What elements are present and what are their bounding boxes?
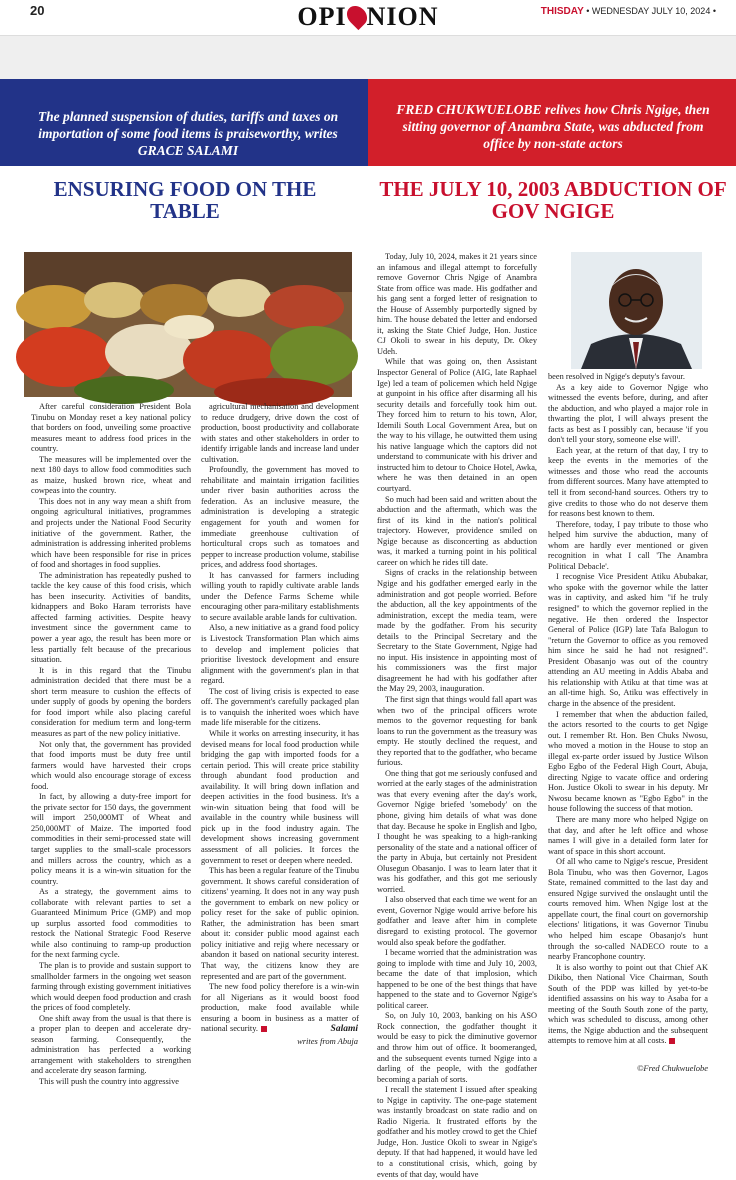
paragraph: One shift away from the usual is that there is a proper plan to deepen and accelerate dry-season farming. Consequently, the administration has perfected a working arrangement with stakeholders to strengthen and accelerate dry season farming. (31, 1013, 191, 1076)
page-header (0, 0, 736, 36)
paragraph: Each year, at the return of that day, I try to keep the events in the memories of the witnesses and those who read the accounts from different sources. Many have attempted to tell it from second-hand sources. Others try to give credits to those who do not deserve them for reasons best known to them. (548, 445, 708, 519)
paragraph: This does not in any way mean a shift from ongoing agricultural initiatives, programmes and projects under the National Food Security initiative of the government. Rather, the administration is addressing inherited problems which have been responsible for rise in prices of food and shortages in food supplies. (31, 496, 191, 570)
paragraph: The cost of living crisis is expected to ease off. The government's carefully packaged plan is to vanquish the inherited woes which have made life miserable for the citizens. (201, 686, 359, 728)
right-author-credit: ©Fred Chukwuelobe (636, 1063, 708, 1073)
end-mark-icon (669, 1038, 675, 1044)
left-deck: The planned suspension of duties, tariffs and taxes on importation of some food items is praiseworthy, writes GRACE SALAMI (37, 109, 339, 158)
masthead (541, 6, 716, 17)
paragraph: I recognise Vice President Atiku Abubakar, who spoke with the governor while the latter was in captivity, and asked him "if he truly resigned" to which the governor replied in the negative. He then ordered the Inspector General of Police (IGP) late Tafa Balogun to "return the Governor to office as you removed him since he said he had not resigned". President Obasanjo was out of the country attending an AU meeting in Addis Ababa and his relationship with Atiku at that time was at an all-time high. So, Atiku was effectively in charge in the absence of the president. (548, 572, 708, 708)
paragraph: Of all who came to Ngige's rescue, President Bola Tinubu, who was then Governor, Lagos State, remained committed to the last day and ensured Ngige survived the onslaught until the courts removed him. When Ngige lost at the appellate court, the final court on governorship elections' litigations, it was Governor Tinubu who helped him escape Obasanjo's hunt through the so-called NADECO route to a nearby Francophone country. (548, 857, 708, 962)
left-headline: ENSURING FOOD ON THE TABLE (53, 177, 317, 223)
byline-role: writes from Abuja (297, 1036, 358, 1046)
paragraph: One thing that got me seriously confused and worried at the early stages of the administration was that every evening after the day's work, Governor Ngige briefed 'somebody' on the phone, giving him details of what was done that day. Because he spoke in English and Igbo, I thought he was speaking to a high-ranking personality of the state and a national officer of the party in Abuja, but certainly not President Olusegun Obasanjo. I was to learn later that it was his godfather, and this got me seriously worried. (377, 768, 537, 894)
paragraph: It has canvassed for farmers including willing youth to rapidly cultivate arable lands under the Defence Farms Scheme while encouraging other para-military establishments to secure available arable lands for cultivation. (201, 570, 359, 622)
right-article-column-1 (377, 252, 537, 1179)
paragraph: I became worried that the administration was going to implode with time and July 10, 2003, became the date of that implosion, which happened to be one of the best things that have happened to the state and to Governor Ngige's political career. (377, 948, 537, 1010)
paragraph: As a key aide to Governor Ngige who witnessed the events before, during, and after the abduction, and who played a major role in thwarting the plot, I will always present the facts as best as I possibly can, because 'if you don't tell your story, someone else will'. (548, 382, 708, 445)
paragraph: It is in this regard that the Tinubu administration decided that there must be a short term measure to cushion the effects of under supply of goods by opening the borders for food import while also placing careful consideration for medium term and long-term measures as part of the new policy initiative. (31, 665, 191, 738)
section-title-part1: OPI (297, 2, 347, 31)
paragraph: So, on July 10, 2003, banking on his ASO Rock connection, the godfather thought it would be easy to pick the diminutive governor and throw him out of office. It boomeranged, and the subsequent events turned Ngige into a darling of the people, with the godfather becoming a pariah of sorts. (377, 1011, 537, 1084)
paragraph: Not only that, the government has provided that food imports must be duty free until farmers would have harvested their crops which would also encourage storage of excess food. (31, 739, 191, 791)
ngige-portrait (571, 252, 702, 369)
paragraph-text: The new food policy therefore is a win-win for all Nigerians as it would boost food production, make food available while ensuring a boom in business as a matter of national security. (201, 982, 359, 1034)
paragraph: The administration has repeatedly pushed to tackle the key cause of this food crisis, which has been insecurity. Activities of bandits, kidnappers and Boko Haram terrorists have affected farming activities. Despite heavy investment since the government came to power a year ago, the result has been more or less partially felt because of the precarious situation. (31, 570, 191, 665)
paragraph-text: It is also worthy to point out that Chief AK Dikibo, then National Vice Chairman, South South of the PDP was killed by yet-to-be identified assassins on his way to Asaba for a meeting of the South South zone of the party, which was scheduled to discuss, among other items, the Ngige abduction and the subsequent attempts to remove him at all costs. (548, 962, 708, 1046)
paragraph: Profoundly, the government has moved to rehabilitate and maintain irrigation facilities under river basin authorities across the federation. As an inclusive measure, the administration is developing a strategic engagement for youth and women for immediate greenhouse cultivation of horticultural crops such as tomatoes and pepper to increase production volume, stabilise prices, and address food shortages. (201, 465, 359, 570)
paragraph: agricultural mechanisation and development to reduce drudgery, drive down the cost of production, boost productivity and collaborate with states and other stakeholders in order to identify irrigable lands and increase land under cultivation. (201, 402, 359, 464)
right-article-column-2 (548, 372, 708, 1046)
paragraph-last (548, 963, 708, 1047)
left-byline (250, 1022, 358, 1047)
page-number: 20 (30, 3, 45, 18)
paragraph: The plan is to provide and sustain support to smallholder farmers in the ongoing wet season farming through existing government initiatives which would deepen food production and crash the prices of food completely. (31, 960, 191, 1013)
paragraph: The measures will be implemented over the next 180 days to allow food commodities such as maize, husked brown rice, wheat and cowpeas into the country. (31, 454, 191, 496)
right-headline: THE JULY 10, 2003 ABDUCTION OF GOV NGIGE (379, 177, 727, 223)
masthead-bullet: • (712, 6, 716, 16)
paragraph: I remember that when the abduction failed, the actors resorted to the courts to get Ngige out. I remember Rt. Hon. Ben Chuks Nwosu, who moved a motion in the House to stop an illegal ex-parte order issued by Justice Wilson Egbo Egbo of the Federal High Court, Abuja, directing Ngige to vacate office and ordering Hon. Justice Okoli to swear in his deputy. Mr Nwosu became known as "Egbo Egbo" in the house following the success of that motion. (548, 709, 708, 814)
byline-name: Salami (330, 1024, 358, 1034)
paragraph: I recall the statement I issued after speaking to Ngige in captivity. The one-page statement was instantly broadcast on state radio and on Radio Nigeria. It frustrated efforts by the godfather and his motley crowd to get the Chief Judge, Hon. Justice Okoli to swear in Ngige's deputy. If that had happened, it would have led to a constitutional crisis, which, going by events of that day, would have (377, 1085, 537, 1179)
paragraph: The first sign that things would fall apart was when two of the principal officers wrote memos to the governor requesting for bank loans to run the government as the treasury was empty. He stoutly declined the request, and they reported that to the godfather, who became furious. (377, 694, 537, 768)
paragraph: Therefore, today, I pay tribute to those who helped him survive the abduction, many of whom are hardly ever mentioned or given recognition in what I call 'The Anambra Political Debacle'. (548, 519, 708, 571)
left-article-column-1 (31, 402, 191, 1086)
paragraph: As a strategy, the government aims to collaborate with relevant parties to set a Guaranteed Minimum Price (GMP) and mop up surplus assorted food commodities to restock the National Strategic Food Reserve while also continuing to ramp-up production for the next farming cycle. (31, 887, 191, 960)
paragraph: While that was going on, then Assistant Inspector General of Police (AIG, late Raphael Ige) led a team of policemen which held Ngige at gunpoint in his office after disarming all his security details and forcefully took him out. They forced him to return to his town, Alor, Idemili South Local Government Area, but on the way to his village, he outwitted them using his native language which the captors did not understand to communicate with his driver and instructed him to detour to Choice Hotel, Awka, where he was then detained in an open courtyard. (377, 357, 537, 494)
paragraph: Also, a new initiative as a grand food policy is Livestock Transformation Plan which aims to develop and implement policies that prioritise livestock development and ensure alignment with the government's plan in that regard. (201, 623, 359, 686)
paragraph: I also observed that each time we went for an event, Governor Ngige would arrive before his godfather and leave after him in complete disregard to existing protocol. The governor would also speak before the godfather. (377, 895, 537, 947)
paragraph: After careful consideration President Bola Tinubu on Monday reset a key national policy that borders on food, unveiling some proactive measures meant to address food prices in the country. (31, 402, 191, 454)
market-produce-photo (24, 252, 352, 397)
paragraph: In fact, by allowing a duty-free import for the private sector for 150 days, the government will import 250,000MT of Wheat and 250,000MT of Maize. The imported food commodities in their semi-processed state will target supplies to the small-scale processors and millers across the country, which as a policy means it is a win-win situation for the country. (31, 792, 191, 886)
brand-name: THISDAY (540, 6, 584, 17)
paragraph: Today, July 10, 2024, makes it 21 years since an infamous and illegal attempt to forcefully remove Governor Chris Ngige of Anambra State from office was made. His godfather and his gang sent a forged letter of resignation to the House of Assembly purportedly signed by him. The house debated the letter and endorsed it, asking the State Chief Judge, Hon. Justice CJ Okoli to swear in his deputy, Dr. Okey Udeh. (377, 252, 537, 356)
paragraph: This will push the country into aggressive (39, 1077, 179, 1086)
section-title-part2: NION (366, 2, 439, 31)
right-deck: FRED CHUKWUELOBE relives how Chris Ngige, then sitting governor of Anambra State, was abducted from office by non-state actors (396, 102, 710, 151)
paragraph: been resolved in Ngige's deputy's favour. (548, 372, 685, 381)
paragraph: There are many more who helped Ngige on that day, and after he left office and whose names I will give in a detailed form later for want of space in this short account. (548, 814, 708, 856)
paragraph: This has been a regular feature of the Tinubu government. It shows careful consideration of citizens' yearning. It does not in any way push the government to embark on new policy or policy reset for the sake of public opinion. Rather, the administration has been smart about it: consider public mood against each policy initiative and rejig where necessary or abandon it based on national security interest. That way, the citizens know they are represented and are part of the government. (201, 866, 359, 981)
paragraph: So much had been said and written about the abduction and the aftermath, which was the first of its kind in the nation's political trajectory. However, providence smiled on Ngige because as disconcerting as abduction was, it marked a turning point in his political career on which he rides till date. (377, 494, 537, 567)
issue-date: • WEDNESDAY JULY 10, 2024 (586, 6, 711, 16)
paragraph: While it works on arresting insecurity, it has devised means for local food production while bridging the gap with imported foods for a certain period. This will create price stability through abundant food production and availability. It will bring down inflation and deepen activities in the food business. It's a win-win situation being that food will be available in the country while business will pick up in the food industry again. The development shows increasing government assessment of all policies. It forces the government to reset or deepen where needed. (201, 728, 359, 865)
paragraph: Signs of cracks in the relationship between Ngige and his godfather emerged early in the administration and got people worried. Before the abduction, all the key appointments of the administration, except the media team, were made by the godfather. From his security details to the Principal Secretary and the Secretary to the State Government, Ngige had no input. His insistence in appointing most of his commissioners was the first major disagreement he had with his godfather after the May 29, 2003, inauguration. (377, 568, 537, 694)
header-shade (0, 36, 736, 79)
